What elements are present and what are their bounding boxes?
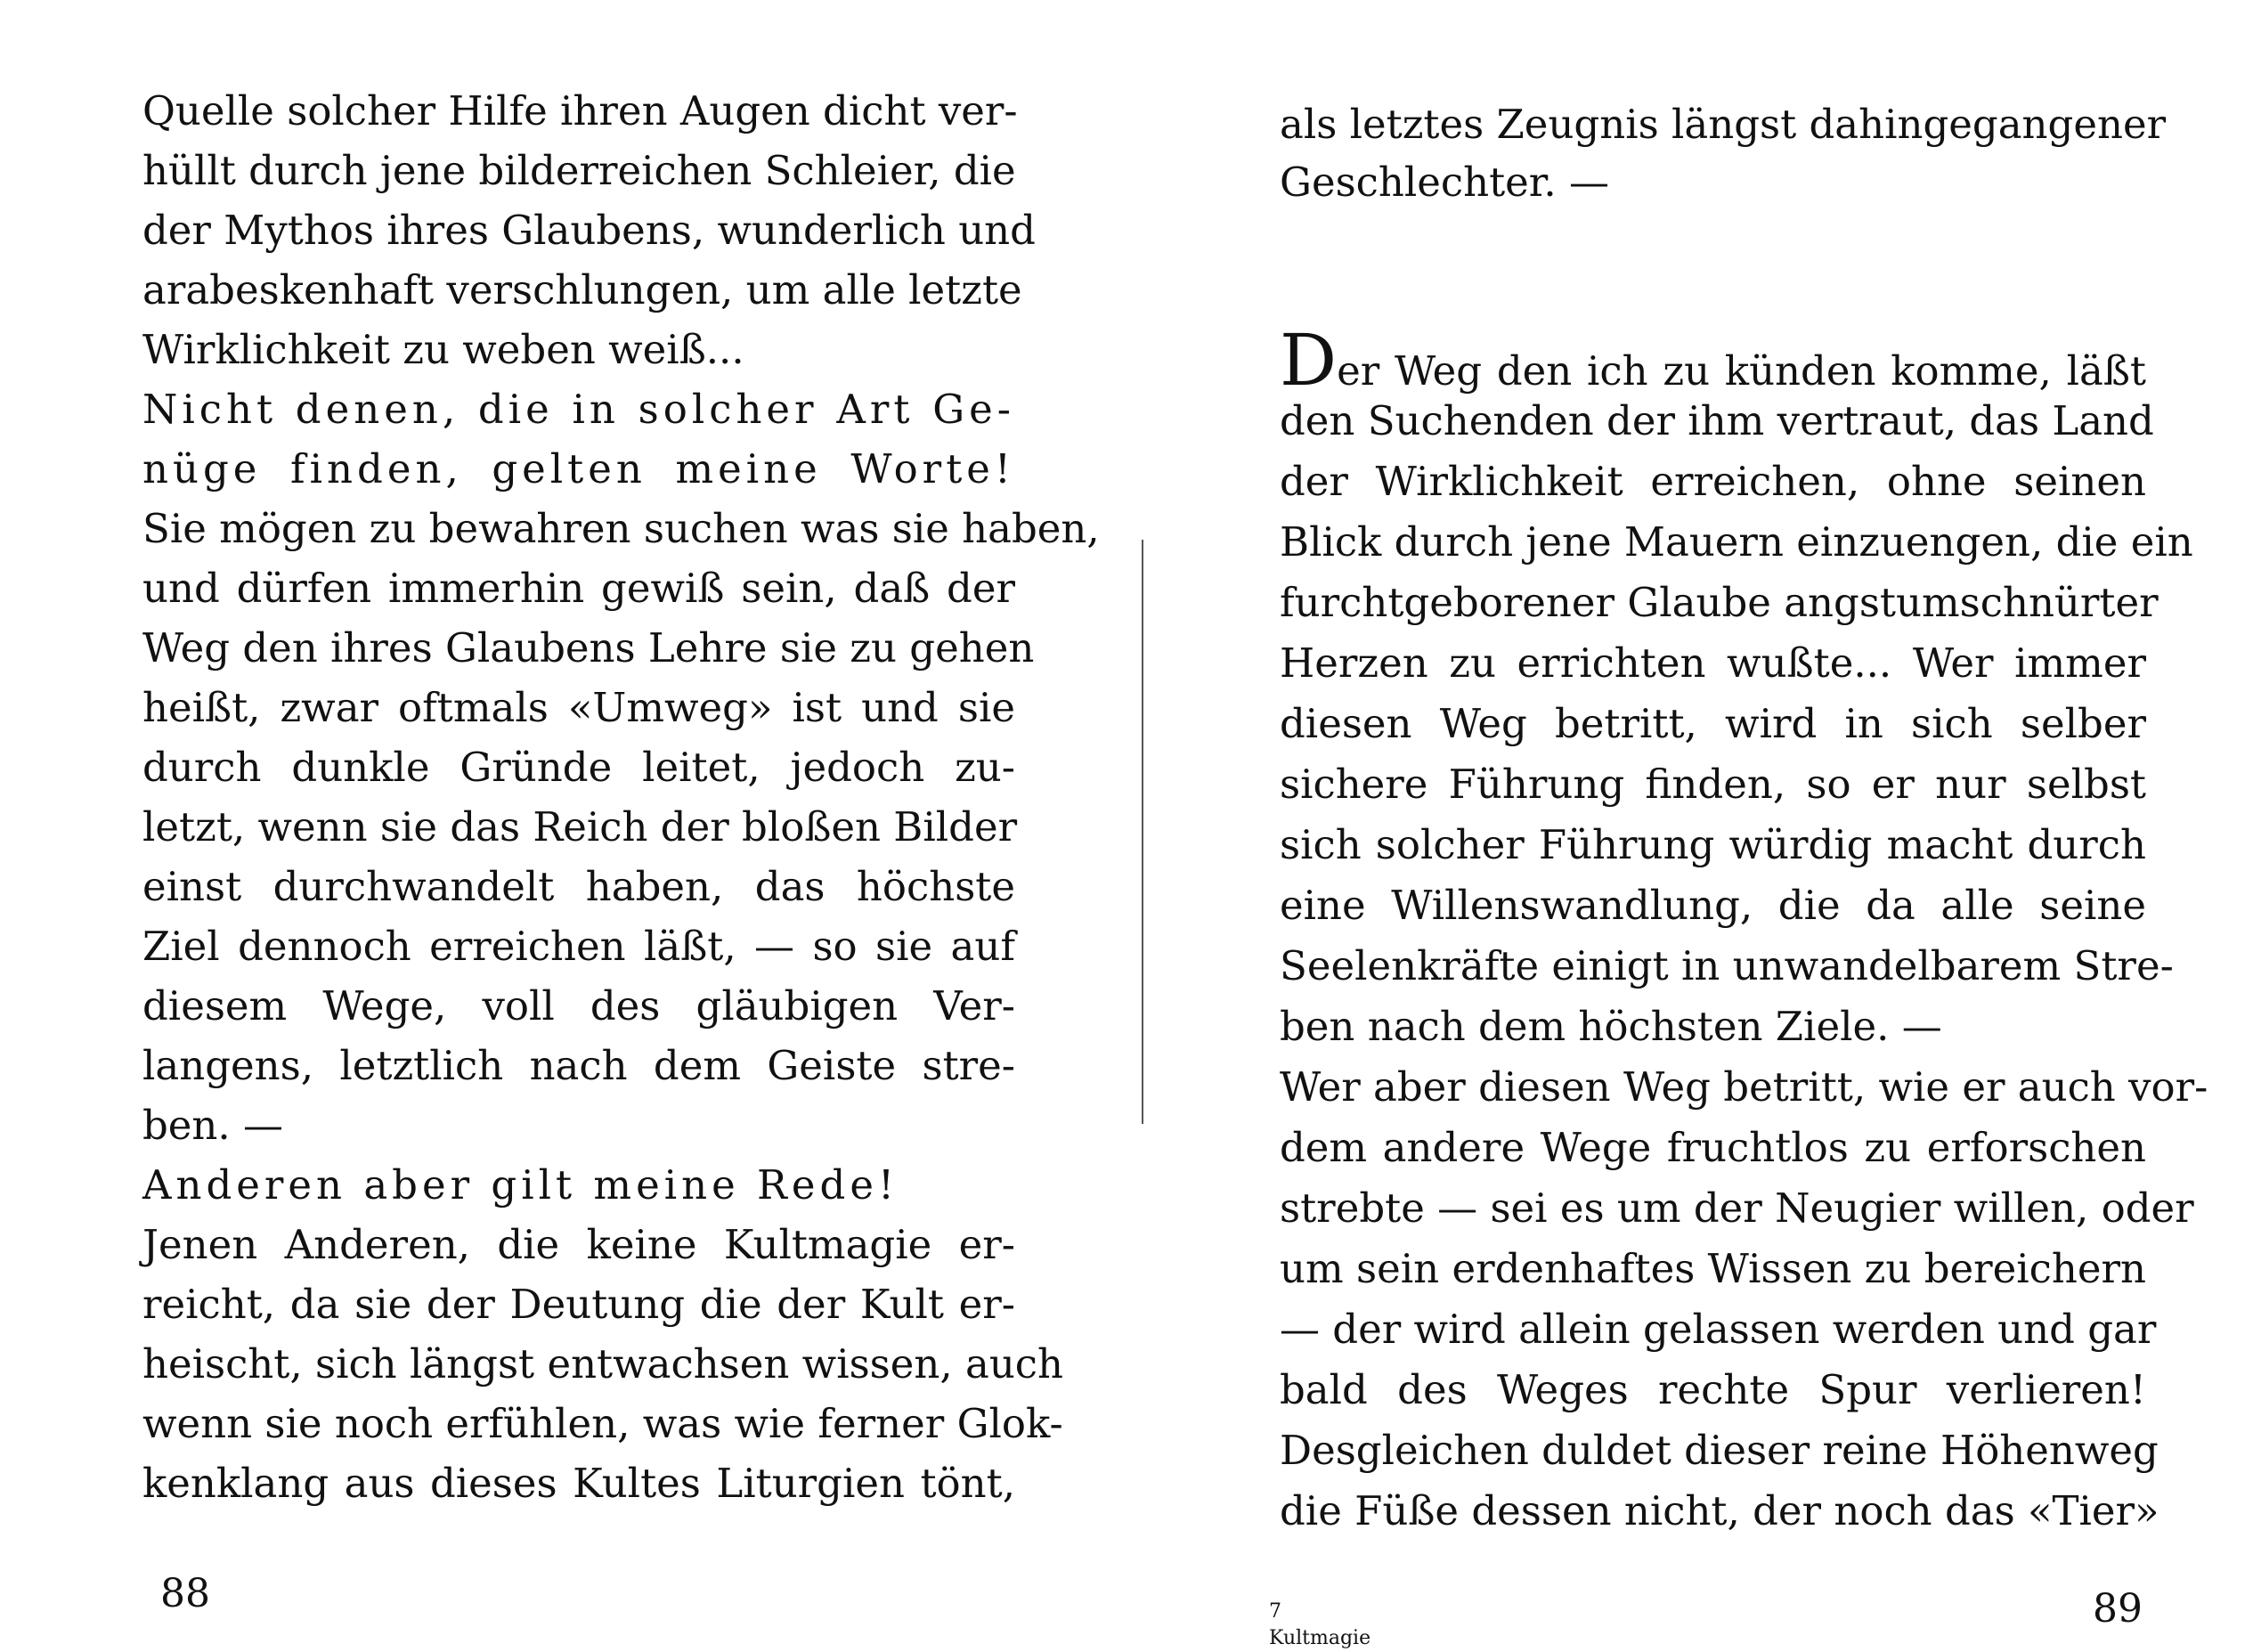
text-line: sich solcher Führung würdig macht durch: [1280, 821, 2146, 868]
text-line: die Füße dessen nicht, der noch das «Tier»: [1280, 1487, 2159, 1534]
text-line: kenklang aus dieses Kultes Liturgien tönt,: [142, 1460, 1015, 1507]
text-line: wenn sie noch erfühlen, was wie ferner Glok-: [142, 1400, 1063, 1447]
text-line: arabeskenhaft verschlungen, um alle letzte: [142, 266, 1022, 313]
text-line: heißt, zwar oftmals «Umweg» ist und sie: [142, 684, 1015, 731]
text-line: Ziel dennoch erreichen läßt, — so sie auf: [142, 923, 1015, 970]
text-line: um sein erdenhaftes Wissen zu bereichern: [1280, 1245, 2146, 1292]
text-line: Anderen aber gilt meine Rede!: [142, 1161, 899, 1208]
text-line: als letztes Zeugnis längst dahingegangener: [1280, 101, 2167, 148]
text-line: langens, letztlich nach dem Geiste stre-: [142, 1042, 1015, 1089]
text-line: Geschlechter. —: [1280, 159, 1609, 206]
text-line: Jenen Anderen, die keine Kultmagie er-: [142, 1221, 1015, 1268]
text-line: — der wird allein gelassen werden und gar: [1280, 1306, 2157, 1353]
text-line: letzt, wenn sie das Reich der bloßen Bilder: [142, 803, 1018, 850]
text-line: sichere Führung finden, so er nur selbst: [1280, 761, 2146, 808]
text-line: ben nach dem höchsten Ziele. —: [1280, 1003, 1942, 1050]
text-line: den Suchenden der ihm vertraut, das Land: [1280, 397, 2154, 444]
text-line: durch dunkle Gründe leitet, jedoch zu-: [142, 744, 1015, 791]
text-line: Weg den ihres Glaubens Lehre sie zu gehen: [142, 624, 1035, 671]
text-line: reicht, da sie der Deutung die der Kult er-: [142, 1281, 1015, 1328]
text-line: dem andere Wege fruchtlos zu erforschen: [1280, 1124, 2146, 1171]
text-line: der Wirklichkeit erreichen, ohne seinen: [1280, 458, 2146, 505]
text-line: Quelle solcher Hilfe ihren Augen dicht ver-: [142, 87, 1018, 134]
text-line: strebte — sei es um der Neugier willen, oder: [1280, 1184, 2194, 1232]
text-line: Wirklichkeit zu weben weiß...: [142, 326, 744, 373]
text-line: bald des Weges rechte Spur verlieren!: [1280, 1366, 2146, 1413]
text-line: Seelenkräfte einigt in unwandelbarem Stre-: [1280, 942, 2174, 989]
text-line: diesen Weg betritt, wird in sich selber: [1280, 700, 2146, 747]
text-line: eine Willenswandlung, die da alle seine: [1280, 882, 2146, 929]
text-line: nüge finden, gelten meine Worte!: [142, 445, 1015, 492]
text-line: diesem Wege, voll des gläubigen Ver-: [142, 982, 1015, 1029]
text-line: und dürfen immerhin gewiß sein, daß der: [142, 565, 1015, 612]
text-line-rest: er Weg den ich zu künden komme, läßt: [1337, 347, 2146, 395]
text-line: einst durchwandelt haben, das höchste: [142, 863, 1015, 910]
signature-mark: 7 Kultmagie: [1269, 1600, 1371, 1649]
text-line: hüllt durch jene bilderreichen Schleier, die: [142, 147, 1016, 194]
text-line: furchtgeborener Glaube angstumschnürter: [1280, 579, 2159, 626]
text-line: ben. —: [142, 1102, 284, 1149]
text-line: heischt, sich längst entwachsen wissen, auch: [142, 1340, 1063, 1388]
text-line: [1280, 319, 2146, 402]
text-line: Blick durch jene Mauern einzuengen, die ein: [1280, 518, 2193, 566]
text-line: der Mythos ihres Glaubens, wunderlich und: [142, 207, 1036, 254]
text-line: Herzen zu errichten wußte... Wer immer: [1280, 639, 2146, 687]
text-line: Nicht denen, die in solcher Art Ge-: [142, 386, 1015, 433]
page-number: 89: [2093, 1586, 2143, 1632]
text-line: Sie mögen zu bewahren suchen was sie haben,: [142, 505, 1100, 552]
gutter-rule: [1142, 540, 1143, 1124]
text-line: Desgleichen duldet dieser reine Höhenweg: [1280, 1427, 2159, 1474]
text-line: Wer aber diesen Weg betritt, wie er auch vor-: [1280, 1063, 2208, 1111]
drop-cap: D: [1280, 319, 1338, 402]
page-number: 88: [160, 1571, 210, 1616]
